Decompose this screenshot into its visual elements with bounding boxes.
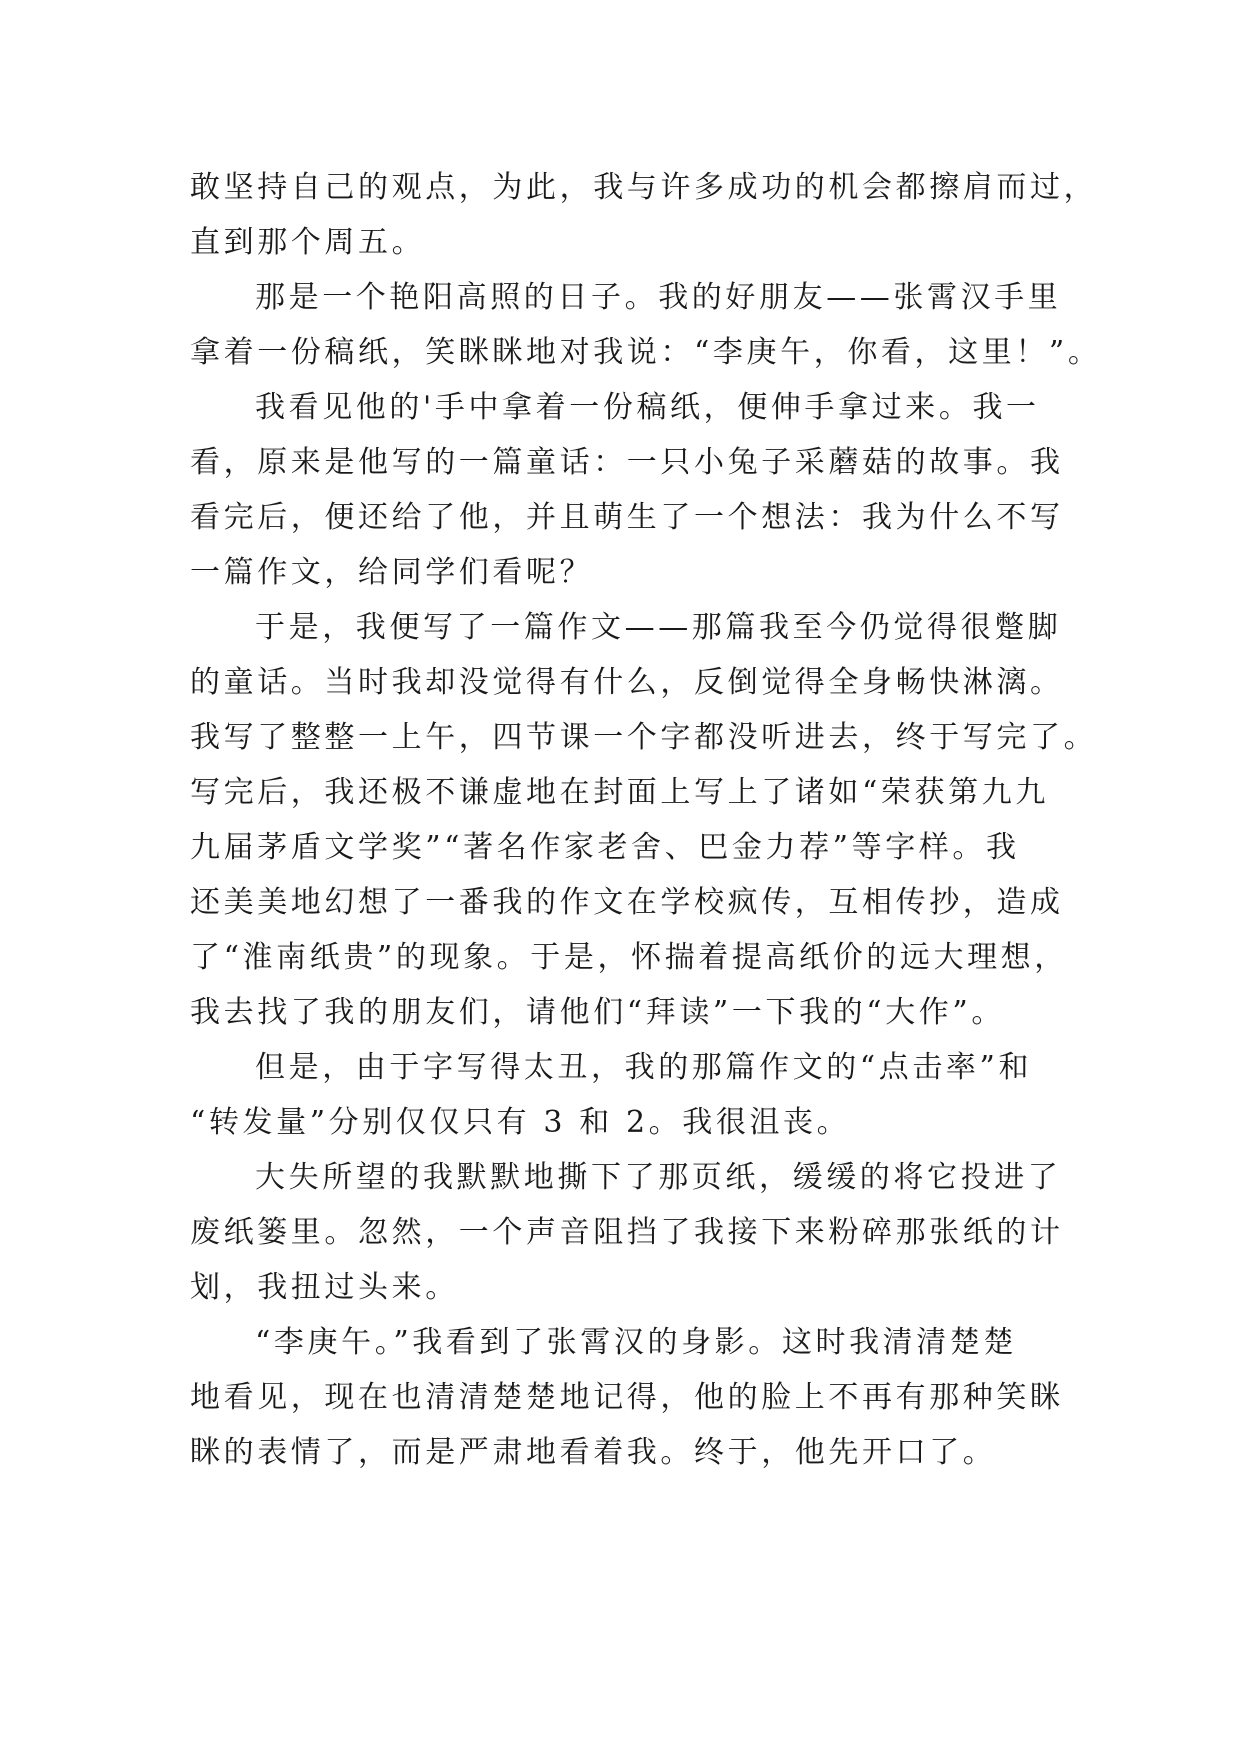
text-line: “转发量”分别仅仅只有 3 和 2。我很沮丧。	[190, 1105, 851, 1140]
text-line: 地看见，现在也清清楚楚地记得，他的脸上不再有那种笑眯	[190, 1380, 1064, 1415]
document-page	[190, 160, 1102, 1480]
text-line: 我看见他的'手中拿着一份稿纸，便伸手拿过来。我一	[255, 390, 1040, 425]
text-line: 看完后，便还给了他，并且萌生了一个想法：我为什么不写	[190, 500, 1064, 535]
text-line: 还美美地幻想了一番我的作文在学校疯传，互相传抄，造成	[190, 885, 1064, 920]
text-line: “李庚午。”我看到了张霄汉的身影。这时我清清楚楚	[255, 1325, 1018, 1360]
text-line: 看，原来是他写的一篇童话：一只小兔子采蘑菇的故事。我	[190, 445, 1064, 480]
text-line: 但是，由于字写得太丑，我的那篇作文的“点击率”和	[255, 1050, 1033, 1085]
text-line: 一篇作文，给同学们看呢？	[190, 555, 594, 590]
text-line: 九届茅盾文学奖”“著名作家老舍、巴金力荐”等字样。我	[190, 830, 1020, 865]
text-line: 敢坚持自己的观点，为此，我与许多成功的机会都擦肩而过，	[190, 170, 1098, 205]
text-line: 废纸篓里。忽然，一个声音阻挡了我接下来粉碎那张纸的计	[190, 1215, 1064, 1250]
text-line: 写完后，我还极不谦虚地在封面上写上了诸如“荣获第九九	[190, 775, 1049, 810]
body-text	[190, 160, 1102, 1480]
text-line: 拿着一份稿纸，笑眯眯地对我说：“李庚午，你看，这里！”。	[190, 335, 1102, 370]
text-line: 于是，我便写了一篇作文——那篇我至今仍觉得很蹩脚	[255, 610, 1062, 645]
text-line: 了“淮南纸贵”的现象。于是，怀揣着提高纸价的远大理想，	[190, 940, 1068, 975]
text-line: 我去找了我的朋友们，请他们“拜读”一下我的“大作”。	[190, 995, 1005, 1030]
text-line: 眯的表情了，而是严肃地看着我。终于，他先开口了。	[190, 1435, 997, 1470]
text-line: 那是一个艳阳高照的日子。我的好朋友——张霄汉手里	[255, 280, 1062, 315]
text-line: 的童话。当时我却没觉得有什么，反倒觉得全身畅快淋漓。	[190, 665, 1064, 700]
text-line: 大失所望的我默默地撕下了那页纸，缓缓的将它投进了	[255, 1160, 1062, 1195]
text-line: 直到那个周五。	[190, 225, 426, 260]
text-line: 划，我扭过头来。	[190, 1270, 459, 1305]
text-line: 我写了整整一上午，四节课一个字都没听进去，终于写完了。	[190, 720, 1098, 755]
